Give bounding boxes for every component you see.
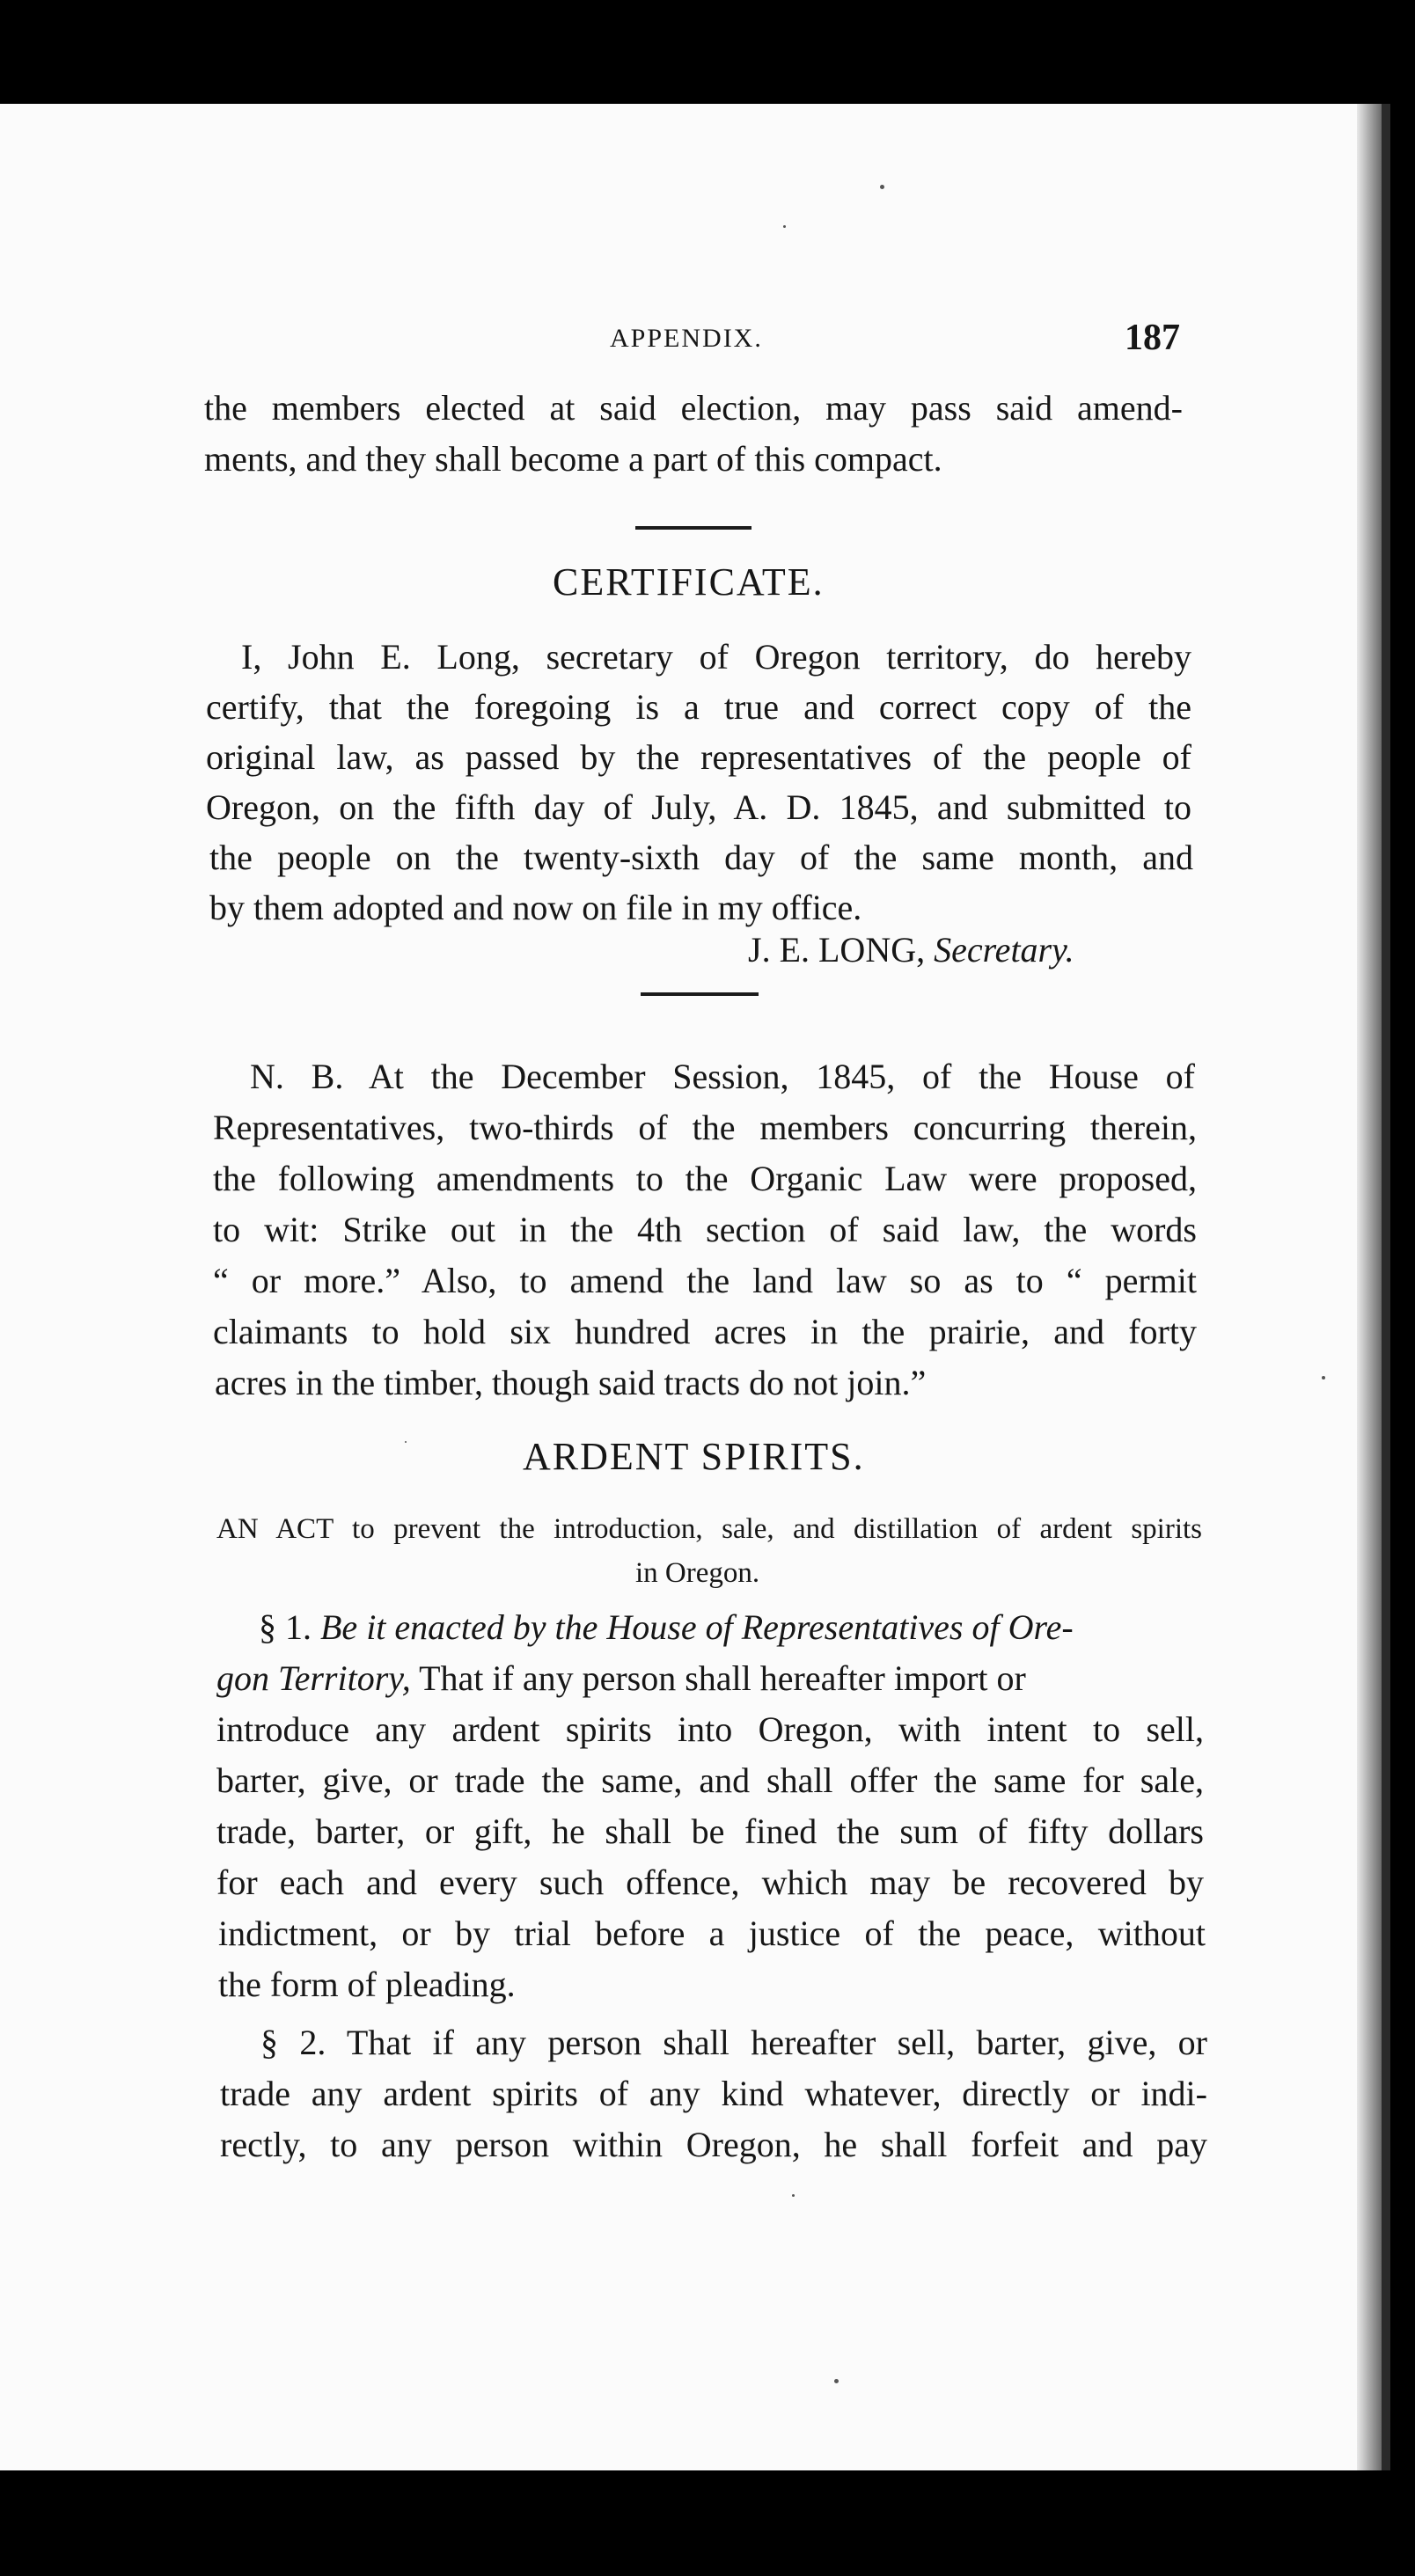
running-head: APPENDIX. [610, 324, 763, 353]
section-1-line-6: for each and every such offence, which may be recovered by [216, 1862, 1204, 1902]
section-rule-2 [641, 992, 759, 996]
certificate-line-3: original law, as passed by the representatives of the people of [206, 737, 1191, 777]
ardent-spirits-heading: ARDENT SPIRITS. [523, 1435, 865, 1478]
nb-line-1: N. B. At the December Session, 1845, of the House of [250, 1057, 1195, 1096]
certificate-line-6: by them adopted and now on file in my office. [209, 888, 862, 927]
section-1-line-2 [216, 1658, 1026, 1700]
section-1-line-1 [259, 1606, 1204, 1649]
signature [748, 929, 1074, 971]
certificate-line-5: the people on the twenty-sixth day of the same month, and [209, 838, 1193, 877]
nb-line-5: “ or more.” Also, to amend the land law so as to “ permit [213, 1261, 1197, 1300]
signature-title: Secretary. [934, 930, 1074, 970]
act-title-line-2: in Oregon. [635, 1557, 760, 1589]
nb-line-2: Representatives, two-thirds of the members concurring therein, [213, 1108, 1197, 1147]
signature-name: J. E. LONG, [748, 930, 926, 970]
certificate-line-2: certify, that the foregoing is a true and correct copy of the [206, 687, 1191, 727]
nb-line-3: the following amendments to the Organic Law were proposed, [213, 1159, 1197, 1198]
section-1-line-5: trade, barter, or gift, he shall be fined the sum of fifty dollars [216, 1811, 1204, 1851]
certificate-line-1: I, John E. Long, secretary of Oregon territory, do hereby [241, 637, 1191, 677]
section-1-line-3: introduce any ardent spirits into Oregon, with intent to sell, [216, 1709, 1204, 1749]
section-1-mark: § 1. [259, 1607, 320, 1647]
page-number: 187 [1125, 318, 1180, 358]
section-1-line-7: indictment, or by trial before a justice of the peace, without [218, 1914, 1206, 1953]
nb-line-4: to wit: Strike out in the 4th section of said law, the words [213, 1210, 1197, 1249]
section-rule [635, 526, 751, 530]
section-1-line-8: the form of pleading. [218, 1965, 516, 2004]
nb-line-7: acres in the timber, though said tracts do not join.” [215, 1363, 927, 1402]
section-2-line-1: § 2. That if any person shall hereafter sell, barter, give, or [260, 2023, 1207, 2062]
certificate-line-4: Oregon, on the fifth day of July, A. D. 1845, and submitted to [206, 787, 1191, 827]
section-1-line-4: barter, give, or trade the same, and shall offer the same for sale, [216, 1760, 1204, 1800]
certificate-heading: CERTIFICATE. [553, 560, 825, 604]
nb-line-6: claimants to hold six hundred acres in the prairie, and forty [213, 1312, 1197, 1351]
book-page [0, 104, 1390, 2470]
page-edge-shadow [1357, 104, 1382, 2470]
intro-line-2: ments, and they shall become a part of this compact. [204, 439, 942, 479]
intro-line-1: the members elected at said election, may pass said amend- [204, 388, 1183, 428]
enacting-clause-end: gon Territory, [216, 1658, 411, 1698]
section-2-line-2: trade any ardent spirits of any kind whatever, directly or indi- [220, 2074, 1207, 2113]
section-2-line-3: rectly, to any person within Oregon, he shall forfeit and pay [220, 2125, 1207, 2164]
enacting-clause: Be it enacted by the House of Representatives of Ore- [320, 1607, 1074, 1647]
section-1-line-2-text: That if any person shall hereafter import or [410, 1658, 1026, 1698]
act-title-line-1: AN ACT to prevent the introduction, sale, and distillation of ardent spirits [216, 1513, 1202, 1545]
